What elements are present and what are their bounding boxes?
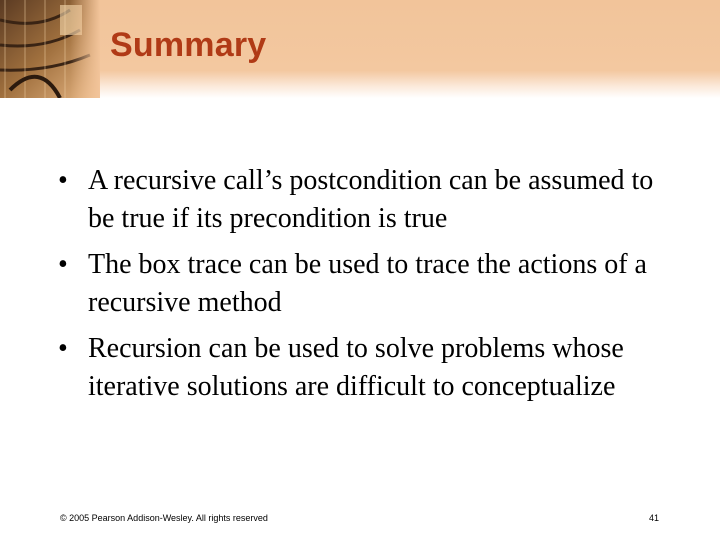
- bullet-item: [58, 330, 678, 406]
- bullet-list: [58, 162, 678, 414]
- bullet-text: Recursion can be used to solve problems whose iterative solutions are difficult to conceptualize: [88, 333, 624, 402]
- page-number: 41: [649, 513, 660, 523]
- bullet-text: A recursive call’s postcondition can be assumed to be true if its precondition is true: [88, 165, 654, 234]
- slide-title: Summary: [110, 26, 267, 64]
- header-band: [0, 0, 720, 98]
- bullet-text: The box trace can be used to trace the actions of a recursive method: [88, 249, 647, 318]
- bullet-item: [58, 162, 678, 238]
- bullet-icon: •: [58, 249, 68, 280]
- bullet-icon: •: [58, 333, 68, 364]
- bullet-item: [58, 246, 678, 322]
- bullet-icon: •: [58, 165, 68, 196]
- footer-copyright: © 2005 Pearson Addison-Wesley. All rights reserved: [60, 513, 268, 523]
- header-staircase-photo: [0, 0, 100, 98]
